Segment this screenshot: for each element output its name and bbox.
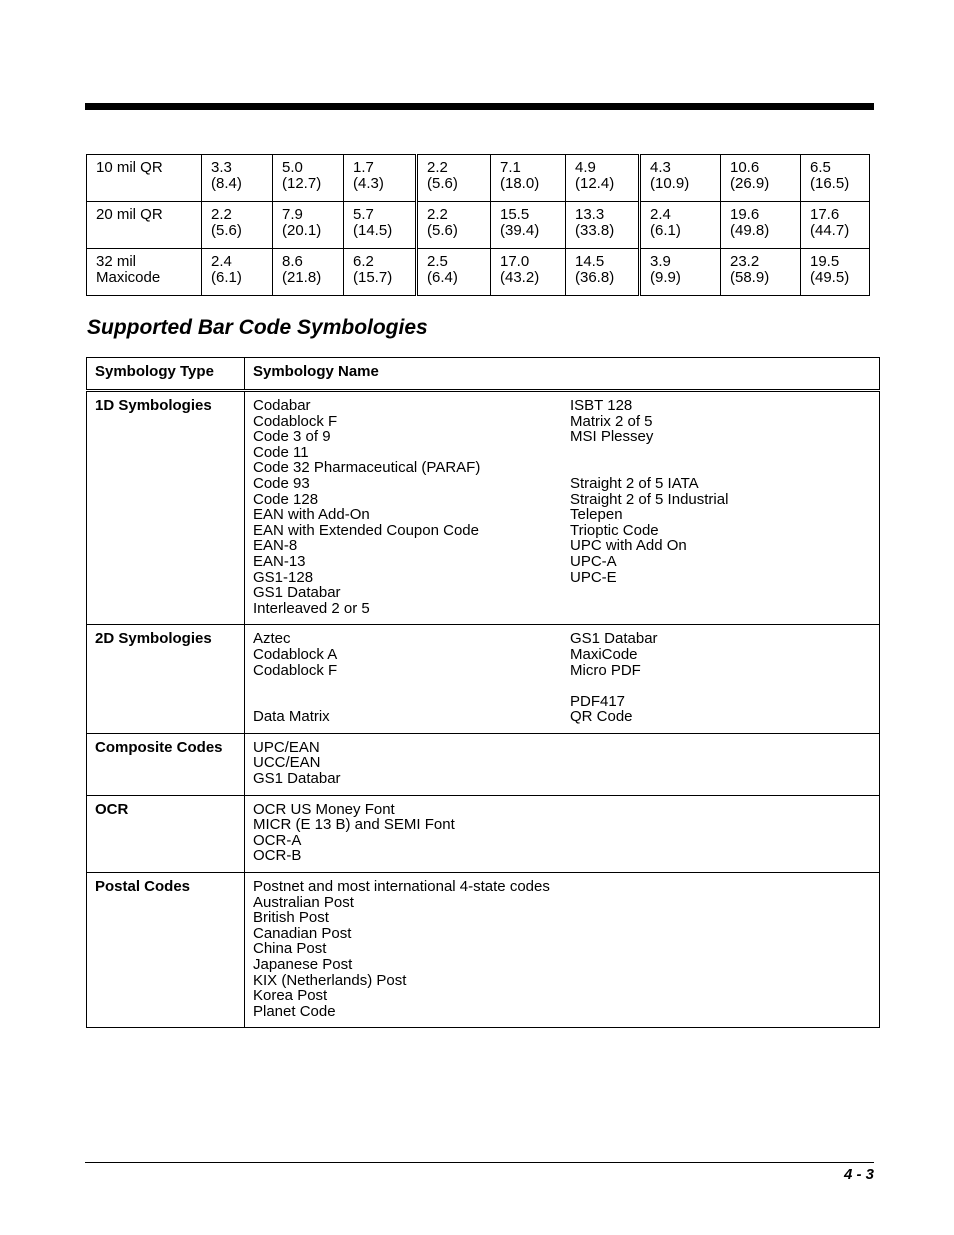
dof-cell bbox=[491, 202, 566, 249]
dof-value-cm: (36.8) bbox=[575, 268, 615, 286]
symbology-name: GS1 Databar bbox=[570, 630, 658, 648]
symbology-name: QR Code bbox=[570, 708, 633, 726]
symbology-row bbox=[87, 795, 880, 872]
symbology-name: Code 128 bbox=[253, 490, 319, 508]
symbology-names bbox=[245, 733, 880, 795]
dof-value-cm: (20.1) bbox=[282, 221, 322, 239]
dof-value-cm: (44.7) bbox=[810, 221, 850, 239]
symbology-header-row bbox=[87, 358, 880, 391]
symbology-name: British Post bbox=[253, 909, 329, 927]
symbology-name: Codablock F bbox=[253, 661, 338, 679]
dof-value-cm: (6.1) bbox=[211, 268, 242, 286]
dof-value-inches: 2.5 bbox=[427, 253, 448, 270]
dof-row bbox=[87, 202, 870, 249]
dof-value-inches: 6.5 bbox=[810, 159, 831, 176]
dof-value-inches: 5.0 bbox=[282, 159, 303, 176]
dof-value-inches: 2.4 bbox=[211, 253, 232, 270]
symbology-column bbox=[570, 740, 871, 787]
header-rule bbox=[85, 103, 874, 110]
symbology-name bbox=[570, 460, 871, 476]
symbology-row bbox=[87, 733, 880, 795]
dof-cell bbox=[801, 249, 870, 296]
symbology-name: PDF417 bbox=[570, 692, 626, 710]
symbology-name: Canadian Post bbox=[253, 924, 352, 942]
dof-label-line: Maxicode bbox=[96, 268, 161, 286]
symbology-column bbox=[253, 802, 570, 864]
dof-cell bbox=[273, 155, 344, 202]
dof-cell bbox=[801, 155, 870, 202]
dof-cell bbox=[202, 155, 273, 202]
dof-cell bbox=[491, 249, 566, 296]
symbology-name: MSI Plessey bbox=[570, 428, 654, 446]
symbology-name: Micro PDF bbox=[570, 661, 641, 679]
symbology-column bbox=[570, 398, 871, 616]
symbology-column bbox=[253, 398, 570, 616]
dof-row bbox=[87, 155, 870, 202]
dof-value-cm: (49.8) bbox=[730, 221, 770, 239]
dof-value-cm: (5.6) bbox=[427, 221, 458, 239]
dof-cell bbox=[640, 155, 721, 202]
dof-value-cm: (18.0) bbox=[500, 174, 540, 192]
dof-value-inches: 7.1 bbox=[500, 159, 521, 176]
symbology-name: EAN-13 bbox=[253, 552, 306, 570]
symbology-column bbox=[253, 740, 570, 787]
dof-value-inches: 10.6 bbox=[730, 159, 760, 176]
symbology-name: EAN-8 bbox=[253, 537, 298, 555]
dof-value-cm: (26.9) bbox=[730, 174, 770, 192]
dof-value-cm: (33.8) bbox=[575, 221, 615, 239]
symbology-name: Straight 2 of 5 Industrial bbox=[570, 490, 729, 508]
symbology-name: Code 3 of 9 bbox=[253, 428, 331, 446]
symbology-name: Australian Post bbox=[253, 893, 354, 911]
dof-value-cm: (5.6) bbox=[211, 221, 242, 239]
header-symbology-type: Symbology Type bbox=[87, 358, 245, 391]
symbology-name: ISBT 128 bbox=[570, 397, 633, 414]
symbology-row bbox=[87, 873, 880, 1028]
dof-value-inches: 3.3 bbox=[211, 159, 232, 176]
symbology-name bbox=[570, 445, 871, 461]
dof-value-inches: 7.9 bbox=[282, 206, 303, 223]
symbology-name: EAN with Extended Coupon Code bbox=[253, 521, 479, 539]
dof-label-line: 32 mil bbox=[96, 253, 137, 270]
dof-value-cm: (10.9) bbox=[650, 174, 690, 192]
symbology-column bbox=[253, 879, 570, 1019]
symbology-name: Aztec bbox=[253, 630, 291, 648]
dof-cell bbox=[417, 249, 491, 296]
symbology-type: Composite Codes bbox=[87, 733, 245, 795]
depth-of-field-table bbox=[86, 154, 870, 296]
symbology-name: Postnet and most international 4-state codes bbox=[253, 878, 550, 896]
dof-value-inches: 15.5 bbox=[500, 206, 530, 223]
symbology-name: Codablock A bbox=[253, 645, 338, 663]
symbology-name: Telepen bbox=[570, 506, 623, 524]
dof-value-cm: (5.6) bbox=[427, 174, 458, 192]
symbology-name: UCC/EAN bbox=[253, 754, 321, 772]
dof-cell bbox=[344, 155, 417, 202]
dof-value-cm: (43.2) bbox=[500, 268, 540, 286]
dof-value-inches: 6.2 bbox=[353, 253, 374, 270]
dof-value-inches: 17.6 bbox=[810, 206, 840, 223]
dof-value-cm: (14.5) bbox=[353, 221, 393, 239]
dof-value-cm: (58.9) bbox=[730, 268, 770, 286]
symbology-name: Code 11 bbox=[253, 443, 309, 461]
dof-cell bbox=[640, 249, 721, 296]
dof-value-cm: (16.5) bbox=[810, 174, 850, 192]
symbology-column bbox=[570, 879, 871, 1019]
dof-value-cm: (8.4) bbox=[211, 174, 242, 192]
dof-value-inches: 19.6 bbox=[730, 206, 760, 223]
dof-cell bbox=[202, 202, 273, 249]
dof-value-cm: (6.4) bbox=[427, 268, 458, 286]
dof-value-inches: 14.5 bbox=[575, 253, 605, 270]
section-title: Supported Bar Code Symbologies bbox=[87, 316, 428, 339]
dof-cell bbox=[417, 155, 491, 202]
symbology-name: Code 32 Pharmaceutical (PARAF) bbox=[253, 459, 481, 477]
dof-value-cm: (12.7) bbox=[282, 174, 322, 192]
dof-cell bbox=[202, 249, 273, 296]
symbology-type: 2D Symbologies bbox=[87, 625, 245, 734]
dof-value-inches: 23.2 bbox=[730, 253, 760, 270]
dof-cell bbox=[721, 249, 801, 296]
dof-value-inches: 19.5 bbox=[810, 253, 840, 270]
dof-value-inches: 13.3 bbox=[575, 206, 605, 223]
symbology-name: China Post bbox=[253, 940, 327, 958]
dof-cell bbox=[566, 155, 640, 202]
symbology-column bbox=[570, 631, 871, 725]
symbology-name: Data Matrix bbox=[253, 708, 330, 726]
dof-label-line: 20 mil QR bbox=[96, 206, 163, 223]
dof-cell bbox=[344, 249, 417, 296]
symbology-name: UPC-A bbox=[570, 552, 617, 570]
symbology-name: MICR (E 13 B) and SEMI Font bbox=[253, 816, 455, 834]
symbology-column bbox=[570, 802, 871, 864]
dof-cell bbox=[566, 202, 640, 249]
dof-value-cm: (15.7) bbox=[353, 268, 393, 286]
symbology-name: EAN with Add-On bbox=[253, 506, 370, 524]
dof-row bbox=[87, 249, 870, 296]
dof-value-cm: (49.5) bbox=[810, 268, 850, 286]
symbology-type: 1D Symbologies bbox=[87, 391, 245, 625]
symbology-name: MaxiCode bbox=[570, 645, 638, 663]
symbology-names bbox=[245, 795, 880, 872]
symbology-names bbox=[245, 391, 880, 625]
symbology-name: Korea Post bbox=[253, 987, 328, 1005]
symbology-name: Straight 2 of 5 IATA bbox=[570, 474, 699, 492]
symbology-name: UPC-E bbox=[570, 568, 617, 586]
symbology-name bbox=[253, 678, 570, 694]
symbology-name: Codabar bbox=[253, 397, 311, 414]
dof-value-cm: (6.1) bbox=[650, 221, 681, 239]
symbology-type: OCR bbox=[87, 795, 245, 872]
dof-cell bbox=[273, 202, 344, 249]
symbology-type: Postal Codes bbox=[87, 873, 245, 1028]
dof-value-inches: 2.2 bbox=[427, 159, 448, 176]
symbology-name: Planet Code bbox=[253, 1002, 336, 1020]
dof-row-label bbox=[87, 202, 202, 249]
symbology-names bbox=[245, 873, 880, 1028]
symbology-column bbox=[253, 631, 570, 725]
symbology-name: GS1 Databar bbox=[253, 584, 341, 602]
dof-value-inches: 3.9 bbox=[650, 253, 671, 270]
dof-cell bbox=[491, 155, 566, 202]
footer-rule bbox=[85, 1162, 874, 1163]
symbology-name: OCR US Money Font bbox=[253, 800, 395, 818]
dof-label-line: 10 mil QR bbox=[96, 159, 163, 176]
header-symbology-name: Symbology Name bbox=[245, 358, 880, 391]
symbology-name: Matrix 2 of 5 bbox=[570, 412, 653, 430]
dof-value-cm: (4.3) bbox=[353, 174, 384, 192]
symbology-name bbox=[570, 678, 871, 694]
dof-value-inches: 8.6 bbox=[282, 253, 303, 270]
dof-cell bbox=[801, 202, 870, 249]
dof-cell bbox=[640, 202, 721, 249]
dof-value-inches: 5.7 bbox=[353, 206, 374, 223]
dof-cell bbox=[566, 249, 640, 296]
symbology-name: KIX (Netherlands) Post bbox=[253, 971, 407, 989]
dof-value-inches: 1.7 bbox=[353, 159, 374, 176]
symbology-name: OCR-B bbox=[253, 847, 302, 865]
symbology-name: UPC with Add On bbox=[570, 537, 687, 555]
symbology-name: Interleaved 2 or 5 bbox=[253, 599, 370, 617]
dof-row-label bbox=[87, 249, 202, 296]
dof-value-cm: (39.4) bbox=[500, 221, 540, 239]
symbology-name: Code 93 bbox=[253, 474, 310, 492]
dof-value-inches: 2.2 bbox=[427, 206, 448, 223]
symbology-name: Trioptic Code bbox=[570, 521, 659, 539]
symbology-name: Codablock F bbox=[253, 412, 338, 430]
symbology-table bbox=[86, 357, 880, 1028]
symbology-name: Japanese Post bbox=[253, 956, 353, 973]
dof-value-inches: 2.2 bbox=[211, 206, 232, 223]
symbology-name bbox=[253, 694, 570, 710]
dof-value-cm: (12.4) bbox=[575, 174, 615, 192]
dof-value-cm: (21.8) bbox=[282, 268, 322, 286]
dof-cell bbox=[273, 249, 344, 296]
symbology-name: GS1 Databar bbox=[253, 770, 341, 788]
dof-value-inches: 2.4 bbox=[650, 206, 671, 223]
symbology-row bbox=[87, 391, 880, 625]
dof-value-inches: 4.3 bbox=[650, 159, 671, 176]
dof-value-cm: (9.9) bbox=[650, 268, 681, 286]
dof-cell bbox=[721, 155, 801, 202]
symbology-name: GS1-128 bbox=[253, 568, 314, 586]
page-number: 4 - 3 bbox=[843, 1166, 874, 1183]
symbology-names bbox=[245, 625, 880, 734]
dof-cell bbox=[344, 202, 417, 249]
dof-value-inches: 17.0 bbox=[500, 253, 530, 270]
symbology-name: UPC/EAN bbox=[253, 738, 320, 756]
dof-row-label bbox=[87, 155, 202, 202]
dof-cell bbox=[721, 202, 801, 249]
symbology-name: OCR-A bbox=[253, 831, 302, 849]
dof-cell bbox=[417, 202, 491, 249]
symbology-row bbox=[87, 625, 880, 734]
dof-value-inches: 4.9 bbox=[575, 159, 596, 176]
